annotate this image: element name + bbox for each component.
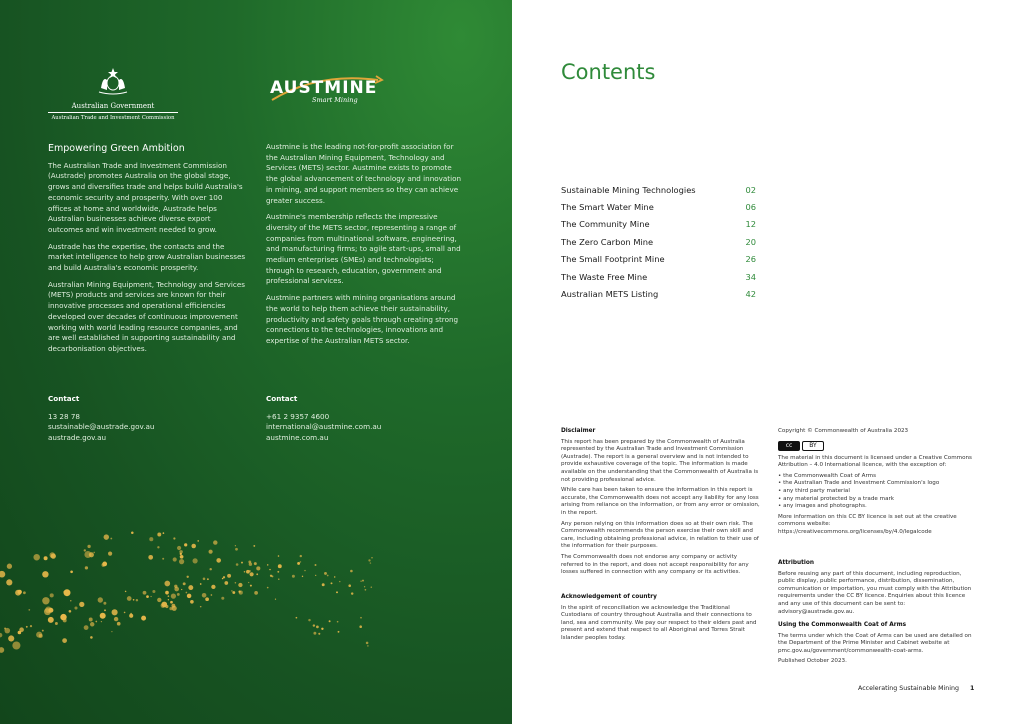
gold-dot: [197, 540, 199, 542]
contact-website[interactable]: austrade.gov.au: [48, 432, 107, 442]
table-of-contents: [561, 181, 756, 303]
gold-dot: [179, 550, 182, 553]
gold-dot: [69, 610, 72, 613]
gold-dot: [84, 625, 89, 630]
gold-dot: [177, 593, 180, 596]
gold-dot: [55, 622, 58, 625]
gold-dot: [63, 591, 65, 593]
gold-dot: [114, 617, 118, 621]
gold-dot: [187, 594, 192, 599]
gold-dot: [141, 616, 146, 621]
paragraph: While care has been taken to ensure the information in this report is accurate, the Commonwealth does not accept any liability for any loss arising from reliance on the information, or from any error or omission, in the report.: [561, 487, 760, 516]
gold-dot: [180, 555, 184, 559]
toc-item[interactable]: [561, 181, 756, 198]
gold-dot: [371, 557, 372, 558]
gold-dot: [104, 534, 109, 539]
toc-item[interactable]: [561, 198, 756, 215]
gold-dot: [364, 586, 365, 587]
gold-dot: [267, 564, 269, 566]
gold-dot: [292, 575, 295, 578]
gold-dot: [60, 614, 66, 620]
gold-dot: [278, 564, 282, 568]
acknowledgement-heading: Acknowledgement of country: [561, 594, 657, 600]
gold-dot: [348, 584, 351, 587]
toc-item-page: 34: [745, 271, 756, 282]
acknowledgement-section: [561, 594, 761, 646]
gold-dot: [313, 632, 316, 635]
gold-dot: [211, 585, 215, 589]
gold-dot: [337, 621, 339, 623]
gold-dot: [200, 606, 202, 608]
gold-dot: [28, 609, 30, 611]
by-icon: BY: [802, 441, 824, 451]
gold-dot: [200, 583, 202, 585]
gold-dot: [235, 545, 236, 546]
gold-dot: [188, 585, 193, 590]
gold-dot: [124, 612, 126, 614]
gold-dot: [146, 595, 149, 598]
gold-dot: [164, 581, 170, 587]
gold-dot: [85, 566, 88, 569]
gold-dot: [168, 595, 170, 597]
gold-dot: [315, 575, 316, 576]
gold-dot: [315, 564, 317, 566]
toc-item-label: Sustainable Mining Technologies: [561, 184, 696, 195]
list-item: • the Commonwealth Coat of Arms: [778, 473, 976, 481]
gold-dots-decoration: [0, 520, 512, 724]
gold-dot: [241, 562, 243, 564]
attribution-section: [778, 560, 976, 619]
copyright-title: Copyright © Commonwealth of Australia 2023: [778, 428, 909, 434]
contact-email[interactable]: international@austmine.com.au: [266, 422, 382, 431]
gold-dot: [136, 599, 138, 601]
paragraph: The Australian Trade and Investment Commission (Austrade) promotes Australia on the global stage, grows and diversifies trade and helps build Australia's economic security and prosperity. With over 100 offices at home and worldwide, Austrade helps Australian businesses achieve diverse export outcomes and win investment needed to grow.: [48, 160, 243, 234]
gold-dot: [235, 548, 238, 551]
gold-dot: [157, 546, 159, 548]
contact-phone[interactable]: +61 2 9357 4600: [266, 411, 330, 421]
gold-dot: [244, 571, 246, 573]
gold-dot: [90, 636, 93, 639]
gold-dot: [0, 571, 5, 578]
gold-dot: [221, 597, 224, 600]
gold-dot: [327, 575, 329, 577]
toc-item-page: 06: [745, 202, 756, 213]
page-number: 1: [970, 685, 975, 692]
gold-dot: [202, 593, 207, 598]
gold-dot: [232, 591, 235, 594]
gold-dot: [203, 578, 206, 581]
gold-dot: [190, 600, 194, 604]
gold-dot: [157, 533, 161, 537]
gold-dot: [0, 633, 2, 638]
gold-dot: [191, 544, 196, 549]
gold-dot: [133, 599, 135, 601]
gold-dot: [253, 545, 255, 547]
list-item: • the Australian Trade and Investment Commission's logo: [778, 480, 976, 488]
gold-dot: [249, 570, 251, 572]
gold-dot: [339, 581, 340, 582]
gold-dot: [329, 620, 331, 622]
gold-dot: [162, 558, 164, 560]
page-title: Contents: [561, 60, 656, 84]
gold-dot: [211, 594, 213, 596]
gold-dot: [187, 576, 189, 578]
gold-dot: [183, 582, 186, 585]
austmine-contact: [266, 394, 381, 443]
gold-dot: [308, 619, 310, 621]
toc-item-label: The Waste Free Mine: [561, 271, 648, 282]
gold-dot: [42, 630, 44, 632]
toc-item-page: 02: [745, 184, 756, 195]
gold-dot: [42, 597, 49, 604]
gold-dot: [108, 552, 112, 556]
paragraph: Austmine's membership reflects the impressive diversity of the METS sector, representing a range of companies from multinational software, engineering, and manufacturing firms; to agile start-ups, small and medium enterprises (SMEs) and technologists; through to research, education, government and professional services.: [266, 212, 461, 286]
gold-dot: [33, 554, 40, 561]
gov-logo-line2: Australian Trade and Investment Commission: [51, 115, 175, 121]
australian-government-logo: [48, 66, 178, 121]
gold-dot: [331, 582, 333, 584]
list-item: • any material protected by a trade mark: [778, 496, 976, 504]
gold-dot: [6, 579, 12, 585]
paragraph: Austmine partners with mining organisations around the world to help them achieve their sustainability, productivity and safety goals through creating strong connections to the technologies, innovations and expertise of the Australian METS sector.: [266, 293, 459, 345]
gov-logo-line1: Australian Government: [48, 102, 178, 113]
gold-dot: [334, 576, 335, 577]
toc-item[interactable]: [561, 233, 756, 250]
gold-dot: [171, 593, 176, 598]
gold-dot: [98, 597, 103, 602]
gold-dot: [125, 591, 127, 593]
coat-of-arms-heading: Using the Commonwealth Coat of Arms: [778, 622, 907, 628]
gold-dot: [17, 590, 21, 594]
gold-dot: [127, 596, 132, 601]
gold-dot: [170, 601, 173, 604]
gold-dot: [367, 645, 369, 647]
paragraph: This report has been prepared by the Commonwealth of Australia represented by the Australian Trade and Investment Commission (Austrade). The report is a general overview and is not intended to provide exhaustive coverage of the topic. The information is made available on the understanding that the Commonwealth of Australia is not providing professional advice.: [561, 438, 759, 483]
austmine-wordmark: AUSTMINE: [270, 78, 378, 98]
gold-dot: [193, 558, 198, 563]
gold-dot: [250, 585, 252, 587]
gold-dot: [143, 591, 147, 595]
gold-dot: [117, 622, 121, 626]
footer-title: Accelerating Sustainable Mining: [858, 685, 960, 692]
gold-dot: [161, 603, 166, 608]
gold-dot: [350, 570, 353, 573]
gold-dot: [254, 562, 257, 565]
gold-dot: [79, 602, 84, 607]
gold-dot: [371, 586, 373, 588]
toc-item-label: The Small Footprint Mine: [561, 254, 665, 265]
gold-dot: [324, 572, 327, 575]
gold-dot: [322, 583, 325, 586]
gold-dot: [50, 552, 56, 558]
gold-dot: [224, 581, 228, 585]
paragraph: Austmine is the leading not-for-profit association for the Australian Mining Equipment, Technology and Services (METS) sector. Austmine exists to promote the global advancement of technology and innovation in mining, and support members so they can achieve greater success.: [266, 142, 462, 205]
disclaimer-section: [561, 428, 761, 580]
gold-dot: [360, 581, 361, 582]
gold-dot: [70, 570, 73, 573]
attribution-heading: Attribution: [778, 560, 815, 566]
gold-dot: [74, 606, 77, 609]
gold-dot: [184, 543, 187, 546]
gold-dot: [7, 564, 12, 569]
gold-dot: [336, 591, 338, 593]
gold-dot: [250, 572, 254, 576]
gold-dot: [64, 589, 71, 596]
gold-dot: [12, 641, 20, 649]
gold-dot: [148, 555, 153, 560]
gold-dot: [93, 552, 95, 554]
gold-dot: [48, 608, 53, 613]
gold-dot: [213, 540, 217, 544]
gold-dot: [366, 642, 369, 645]
gold-dot: [89, 618, 93, 622]
gold-dot: [101, 621, 102, 622]
section-heading: Empowering Green Ambition: [48, 143, 185, 154]
gold-dot: [216, 558, 221, 563]
austmine-logo: [268, 70, 388, 110]
gold-dot: [30, 625, 32, 627]
austmine-tagline: Smart Mining: [312, 96, 358, 104]
gold-dot: [177, 546, 181, 550]
copyright-section: [778, 428, 976, 540]
gold-dot: [205, 597, 209, 601]
gold-dot: [179, 559, 184, 564]
gold-dot: [163, 532, 165, 534]
toc-item-label: Australian METS Listing: [561, 289, 659, 300]
gold-dot: [256, 573, 258, 575]
gold-dot: [62, 638, 67, 643]
austrade-column: [48, 144, 248, 361]
gold-dot: [84, 551, 91, 558]
gold-dot: [249, 562, 252, 565]
gold-dot: [321, 628, 323, 630]
gold-dot: [84, 549, 86, 551]
gold-dot: [157, 598, 161, 602]
gold-dot: [44, 556, 48, 560]
gold-dot: [23, 591, 26, 594]
list-item: • any images and photographs.: [778, 503, 976, 511]
gold-dot: [269, 569, 270, 570]
gold-dot: [231, 590, 233, 592]
toc-item-page: 12: [745, 219, 756, 230]
gold-dot: [238, 583, 242, 587]
gold-dot: [277, 571, 279, 573]
gold-dot: [101, 563, 105, 567]
gold-dot: [368, 559, 370, 561]
gold-dot: [313, 624, 315, 626]
gold-dot: [151, 596, 152, 597]
paragraph: The terms under which the Coat of Arms can be used are detailed on the Department of the Prime Minister and Cabinet website at pmc.gov.au/government/commonwealth-coat-arms.: [778, 632, 972, 654]
austmine-column: [266, 142, 464, 353]
gold-dot: [222, 578, 224, 580]
gold-dot: [87, 545, 90, 548]
gold-dot: [100, 613, 106, 619]
gold-dot: [235, 582, 237, 584]
gold-dot: [318, 633, 320, 635]
cc-icon: cc: [778, 441, 800, 451]
gold-dot: [300, 555, 302, 557]
gold-dot: [300, 561, 302, 563]
gold-dot: [239, 591, 243, 595]
paragraph: More information on this CC BY licence is set out at the creative commons website: https://creativecommons.org/licenses/by/4.0/legalcode: [778, 513, 957, 535]
gold-dot: [26, 626, 28, 628]
contact-heading: Contact: [48, 394, 80, 403]
gold-dot: [362, 580, 364, 582]
gold-dot: [129, 614, 133, 618]
gold-dot: [112, 609, 118, 615]
coat-of-arms-section: [778, 622, 976, 669]
paragraph: Austrade has the expertise, the contacts and the market intelligence to help grow Australian businesses and build Australia's economic prosperity.: [48, 241, 246, 273]
gold-dot: [152, 590, 155, 593]
paragraph: In the spirit of reconciliation we acknowledge the Traditional Custodians of country throughout Australia and their connections to land, sea and community. We pay our respect to their elders past and present and extend that respect to all Aboriginal and Torres Strait Islander peoples today.: [561, 604, 757, 641]
contact-email[interactable]: sustainable@austrade.gov.au: [48, 422, 155, 431]
paragraph: Australian Mining Equipment, Technology and Services (METS) products and services are known for their innovative processes and operational efficiencies developed over decades of continuous improvement working with world leading resource companies, and are well established in supporting sustainability and decarbonisation objectives.: [48, 279, 246, 353]
gold-dot: [227, 574, 231, 578]
gold-dot: [111, 631, 112, 632]
gold-dot: [275, 599, 276, 600]
toc-item-page: 42: [745, 289, 756, 300]
gold-dot: [351, 592, 353, 594]
coat-of-arms-icon: [93, 66, 133, 96]
gold-dot: [365, 589, 367, 591]
gold-dot: [50, 593, 54, 597]
paragraph: The Commonwealth does not endorse any company or activity referred to in the report, and does not accept responsibility for any losses suffered in connection with any company or its activities.: [561, 553, 749, 576]
gold-dot: [209, 568, 211, 570]
gold-dot: [95, 621, 97, 623]
toc-item-page: 26: [745, 254, 756, 265]
gold-dot: [302, 576, 303, 577]
gold-dot: [359, 625, 362, 628]
gold-dot: [165, 591, 169, 595]
gold-dot: [207, 578, 209, 580]
paragraph: Any person relying on this information does so at their own risk. The Commonwealth recommends the person exercise their own skill and care, including obtaining professional advice, in relation to their use of the information for their purposes.: [561, 520, 759, 550]
gold-dot: [248, 582, 249, 583]
gold-dot: [0, 647, 4, 653]
gold-dot: [278, 555, 280, 557]
gold-dot: [256, 566, 260, 570]
gold-dot: [267, 587, 269, 589]
gold-dot: [316, 626, 319, 629]
toc-item[interactable]: [561, 285, 756, 302]
gold-dot: [110, 538, 112, 540]
gold-dot: [360, 617, 362, 619]
gold-dot: [338, 631, 340, 633]
gold-dot: [90, 622, 94, 626]
gold-dot: [236, 563, 239, 566]
gold-dot: [174, 587, 179, 592]
toc-item-label: The Smart Water Mine: [561, 202, 654, 213]
contact-heading: Contact: [266, 394, 298, 403]
gold-dot: [296, 617, 298, 619]
gold-dot: [4, 627, 6, 629]
gold-dot: [186, 592, 188, 594]
creative-commons-badge-icon: [778, 441, 824, 451]
gold-dot: [36, 632, 42, 638]
gold-dot: [8, 635, 14, 641]
gold-dot: [19, 627, 24, 632]
gold-dot: [173, 557, 177, 561]
austrade-contact: [48, 394, 154, 443]
toc-item[interactable]: [561, 268, 756, 285]
contact-phone[interactable]: 13 28 78: [48, 411, 81, 421]
disclaimer-heading: Disclaimer: [561, 428, 596, 434]
gold-dot: [48, 617, 54, 623]
paragraph: Published October 2023.: [778, 658, 847, 665]
toc-item[interactable]: [561, 216, 756, 233]
gold-dot: [42, 571, 48, 577]
gold-dot: [70, 600, 71, 601]
gold-dot: [173, 537, 175, 539]
paragraph: The material in this document is licensed under a Creative Commons Attribution – 4.0 International licence, with the exception of:: [778, 454, 972, 469]
gold-dot: [181, 589, 182, 590]
gold-dot: [304, 570, 305, 571]
paragraph: Before reusing any part of this document, including reproduction, public display, public performance, distribution, dissemination, communication or importation, you must comply with the Attribution requirements under the CC BY licence. Enquiries about this licence and any use of this document can be sent to: advisory@austrade.gov.au.: [778, 570, 972, 615]
gold-dot: [270, 575, 272, 577]
gold-dot: [169, 607, 172, 610]
gold-dot: [149, 537, 153, 541]
toc-item-label: The Zero Carbon Mine: [561, 236, 654, 247]
gold-dot: [104, 609, 106, 611]
gold-dot: [131, 531, 134, 534]
gold-dot: [254, 591, 258, 595]
gold-dot: [278, 579, 279, 580]
toc-item-label: The Community Mine: [561, 219, 650, 230]
list-item: • any third party material: [778, 488, 976, 496]
toc-item-page: 20: [745, 236, 756, 247]
contact-website[interactable]: austmine.com.au: [266, 432, 329, 442]
gold-dot: [209, 550, 213, 554]
toc-item[interactable]: [561, 251, 756, 268]
exception-list: [778, 473, 976, 511]
gold-dot: [103, 602, 106, 605]
gold-dot: [297, 562, 300, 565]
gold-dot: [168, 599, 169, 600]
gold-dot: [370, 562, 371, 563]
